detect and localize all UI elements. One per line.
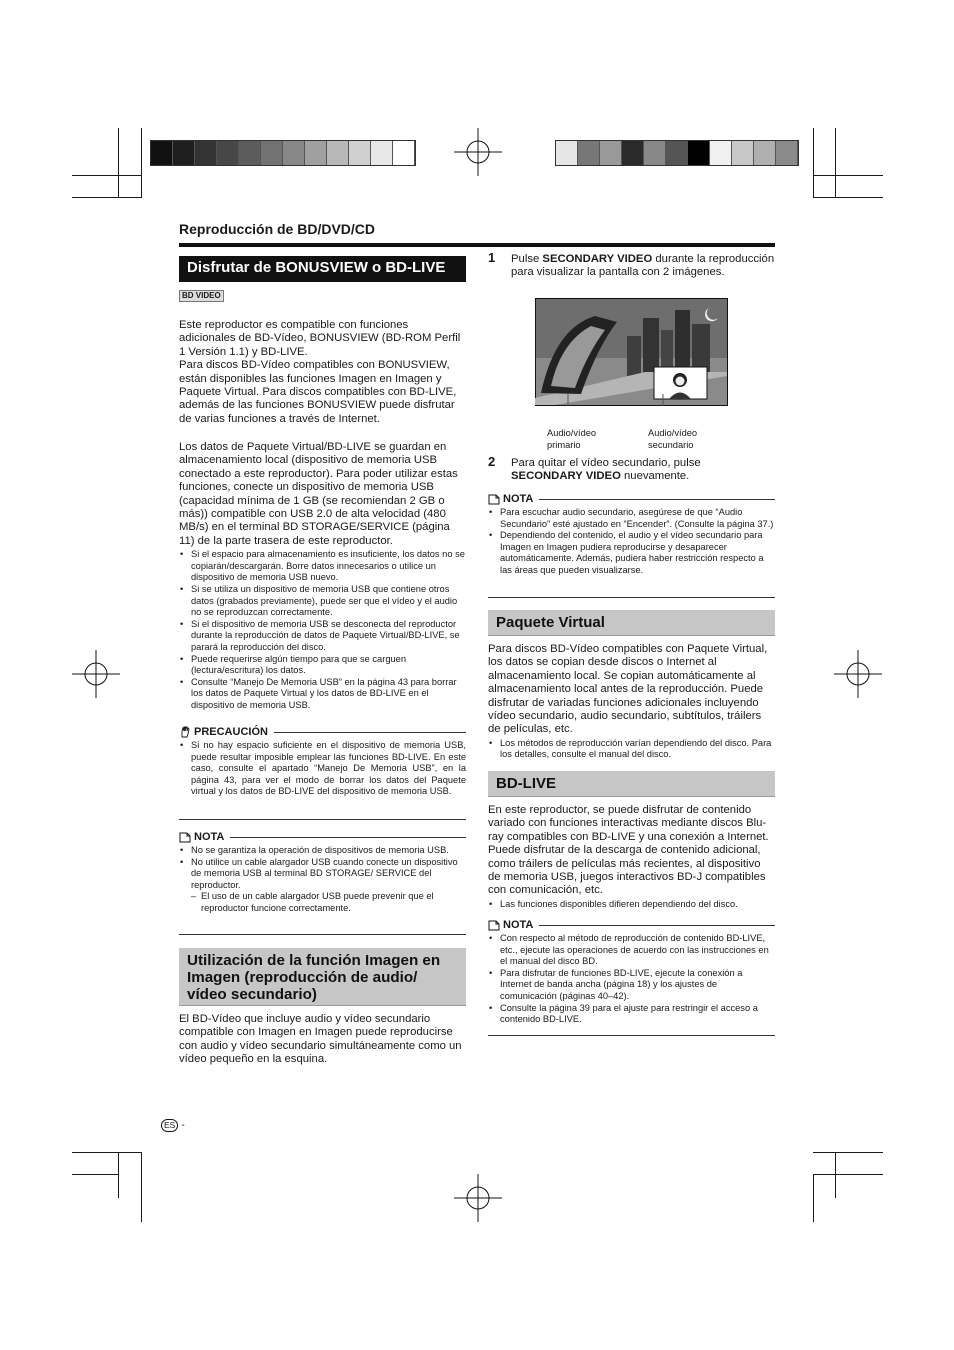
crop-mark xyxy=(72,197,142,198)
crop-mark xyxy=(835,1152,836,1198)
bullet-list xyxy=(488,507,775,577)
caution-block xyxy=(179,740,466,798)
step2-text xyxy=(511,457,775,484)
heading-pip: Utilización de la función Imagen en Imagen (reproducción de audio/ vídeo secundario) xyxy=(179,948,466,1006)
step-text: Para quitar el vídeo secundario, pulse xyxy=(511,457,701,469)
crop-mark xyxy=(813,1174,883,1175)
list-item: • Consulte “Manejo De Memoria USB” en la página 43 para borrar los datos de Paquete Virtual y los datos de BD-LIVE en el dispositivo de memoria USB. xyxy=(191,677,466,712)
registration-mark xyxy=(72,650,120,698)
note-block xyxy=(179,845,466,915)
bullet-list xyxy=(488,899,775,911)
list-item: • Los métodos de reproducción varían dependiendo del disco. Para los detalles, consulte el manual del disco. xyxy=(500,738,775,761)
list-item: • No utilice un cable alargador USB cuando conecte un dispositivo de memoria USB al terminal BD STORAGE/ SERVICE del reproductor. xyxy=(191,857,466,892)
secondary-video-key: SECONDARY VIDEO xyxy=(511,470,621,483)
divider xyxy=(488,597,775,598)
divider xyxy=(488,1035,775,1036)
step-text: durante la reproducción para visualizar la pantalla con 2 imágenes. xyxy=(511,253,775,279)
crop-mark xyxy=(141,128,142,198)
crop-mark xyxy=(141,1152,142,1222)
list-item: • Las funciones disponibles difieren dependiendo del disco. xyxy=(500,899,775,911)
note-label: NOTA xyxy=(503,493,534,505)
paragraph: Los datos de Paquete Virtual/BD-LIVE se guardan en almacenamiento local (dispositivo de memoria USB conectado a este reproductor). Para poder utilizar estas funciones, conecte un dispositivo de memoria USB (capacidad mínima de 1 GB (se recomiendan 2 GB o más)) compatible con USB 2.0 de alta velocidad (480 MB/s) en el terminal BD STORAGE/SERVICE (página 11) de la parte trasera de este reproductor. xyxy=(179,441,458,547)
bullet-list xyxy=(488,933,775,1026)
virtual-package-block xyxy=(488,643,775,761)
list-item: • Con respecto al método de reproducción de contenido BD-LIVE, etc., ejecute las operaciones de acuerdo con las instrucciones en el manual del disco BD. xyxy=(500,933,775,968)
heading-bd-live: BD-LIVE xyxy=(488,771,775,797)
header-rule xyxy=(179,243,775,247)
crop-mark xyxy=(72,1174,118,1175)
list-item: • Para escuchar audio secundario, asegúrese de que “Audio Secundario” esté ajustado en “Encender”. (Consulte la página 37.) xyxy=(500,507,775,530)
storage-block xyxy=(179,441,466,712)
step-text: nuevamente. xyxy=(620,470,690,483)
note-header xyxy=(488,919,775,931)
registration-mark xyxy=(454,1174,502,1222)
step-number: 2 xyxy=(488,454,496,469)
note-icon xyxy=(179,832,191,843)
paragraph: Este reproductor es compatible con funciones adicionales de BD-Vídeo, BONUSVIEW (BD-ROM Perfil 1 Versión 1.1) y BD-LIVE. xyxy=(179,319,461,358)
crop-mark xyxy=(813,1152,883,1153)
note-header xyxy=(179,831,466,843)
note-label: NOTA xyxy=(194,831,225,843)
bullet-list xyxy=(488,738,775,761)
heading-virtual-package: Paquete Virtual xyxy=(488,610,775,636)
crop-mark xyxy=(835,128,836,198)
note-block xyxy=(488,933,775,1026)
bd-live-block xyxy=(488,804,775,910)
list-item: • Si el espacio para almacenamiento es insuficiente, los datos no se copiarán/descargarán. Borre datos innecesarios o utilice un dispositivo de memoria USB nuevo. xyxy=(191,549,466,584)
paragraph: En este reproductor, se puede disfrutar de contenido variado con funciones interactivas mediante discos Blu-ray compatibles con BD-LIVE y una conexión a Internet. Puede disfrutar de la descarga de contenido adicional, como tráilers de películas más recientes, al dispositivo de memoria USB, juegos interactivos BD-J compatibles con comunicación, etc. xyxy=(488,804,769,897)
registration-mark xyxy=(454,128,502,176)
intro-block xyxy=(179,319,466,426)
registration-mark xyxy=(834,650,882,698)
list-item: – El uso de un cable alargador USB puede prevenir que el reproductor funcione correctamente. xyxy=(191,891,466,914)
crop-mark xyxy=(813,1174,814,1222)
bullet-list xyxy=(179,845,466,915)
step-text: Pulse xyxy=(511,253,543,265)
bullet-list xyxy=(179,549,466,711)
crop-mark xyxy=(118,128,119,198)
note-label: NOTA xyxy=(503,919,534,931)
caption-primary: Audio/vídeo primario xyxy=(547,428,597,450)
paragraph: Para discos BD-Vídeo compatibles con BONUSVIEW, están disponibles las funciones Imagen en Imagen y Paquete Virtual. Para discos compatibles con BD-LIVE, además de las funciones BONUSVIEW puede disfrutar de varias funciones a través de Internet. xyxy=(179,359,457,425)
page-dash: - xyxy=(181,1120,185,1131)
step-number: 1 xyxy=(488,250,496,265)
bd-video-badge: BD VIDEO xyxy=(179,290,224,302)
crop-mark xyxy=(813,128,814,198)
note-icon xyxy=(488,920,500,931)
step1-text xyxy=(511,253,775,280)
page-number xyxy=(161,1119,185,1132)
crop-mark xyxy=(118,1152,119,1198)
heading-bonusview: Disfrutar de BONUSVIEW o BD-LIVE xyxy=(179,256,466,282)
list-item: • Puede requerirse algún tiempo para que se carguen (lectura/escritura) los datos. xyxy=(191,654,466,677)
caution-hand-icon xyxy=(179,726,191,738)
crop-mark xyxy=(72,1152,142,1153)
language-badge: ES xyxy=(161,1119,178,1132)
caution-header xyxy=(179,726,466,738)
list-item: • Si el dispositivo de memoria USB se desconecta del reproductor durante la reproducción de datos de Paquete Virtual/BD-LIVE, se parará la reproducción del disco. xyxy=(191,619,466,654)
crop-mark xyxy=(813,197,883,198)
caption-secondary: Audio/vídeo secundario xyxy=(648,428,698,450)
pip-intro xyxy=(179,1013,466,1067)
caution-label: PRECAUCIÓN xyxy=(194,726,268,738)
list-item: • Consulte la página 39 para el ajuste para restringir el acceso a contenido BD-LIVE. xyxy=(500,1003,775,1026)
list-item: • No se garantiza la operación de dispositivos de memoria USB. xyxy=(191,845,466,857)
list-item: • Si se utiliza un dispositivo de memoria USB que contiene otros datos (grabados previamente), puede ser que el vídeo y el audio no se reproduzcan correctamente. xyxy=(191,584,466,619)
grayscale-strip-left xyxy=(150,140,416,166)
pip-illustration xyxy=(535,298,728,406)
paragraph: Para discos BD-Vídeo compatibles con Paquete Virtual, los datos se copian desde discos o Internet al almacenamiento local. Se copian automáticamente al almacenamiento local antes de la reproducción. Puede disfrutar de variadas funciones adicionales incluyendo vídeo secundario, audio secundario, subtítulos, tráilers de películas, etc. xyxy=(488,643,768,736)
note-block xyxy=(488,507,775,577)
list-item: • Para disfrutar de funciones BD-LIVE, ejecute la conexión a Internet de banda ancha (página 18) y los ajustes de comunicación (páginas 40–42). xyxy=(500,968,775,1003)
list-item: • Si no hay espacio suficiente en el dispositivo de memoria USB, puede resultar imposible emplear las funciones BD-LIVE. En este caso, consulte el apartado “Manejo De Memoria USB”, en la página 43, para ver el modo de borrar los datos del Paquete virtual y los datos de BD-LIVE del dispositivo de memoria USB. xyxy=(191,740,466,798)
list-item: • Dependiendo del contenido, el audio y el vídeo secundario para Imagen en Imagen pudiera reproducirse y desaparecer automáticamente. Además, pudiera haber restricción respecto a las áreas que pueden visualizarse. xyxy=(500,530,775,576)
crop-mark xyxy=(72,175,142,176)
divider xyxy=(179,819,466,820)
crop-mark xyxy=(813,175,883,176)
note-header xyxy=(488,493,775,505)
divider xyxy=(179,934,466,935)
grayscale-strip-right xyxy=(555,140,799,166)
section-title: Reproducción de BD/DVD/CD xyxy=(179,221,376,237)
note-icon xyxy=(488,494,500,505)
paragraph: El BD-Vídeo que incluye audio y vídeo secundario compatible con Imagen en Imagen puede reproducirse con audio y vídeo secundario simultáneamente como un vídeo pequeño en la esquina. xyxy=(179,1013,462,1066)
secondary-video-key: SECONDARY VIDEO xyxy=(542,253,653,265)
bullet-list xyxy=(179,740,466,798)
